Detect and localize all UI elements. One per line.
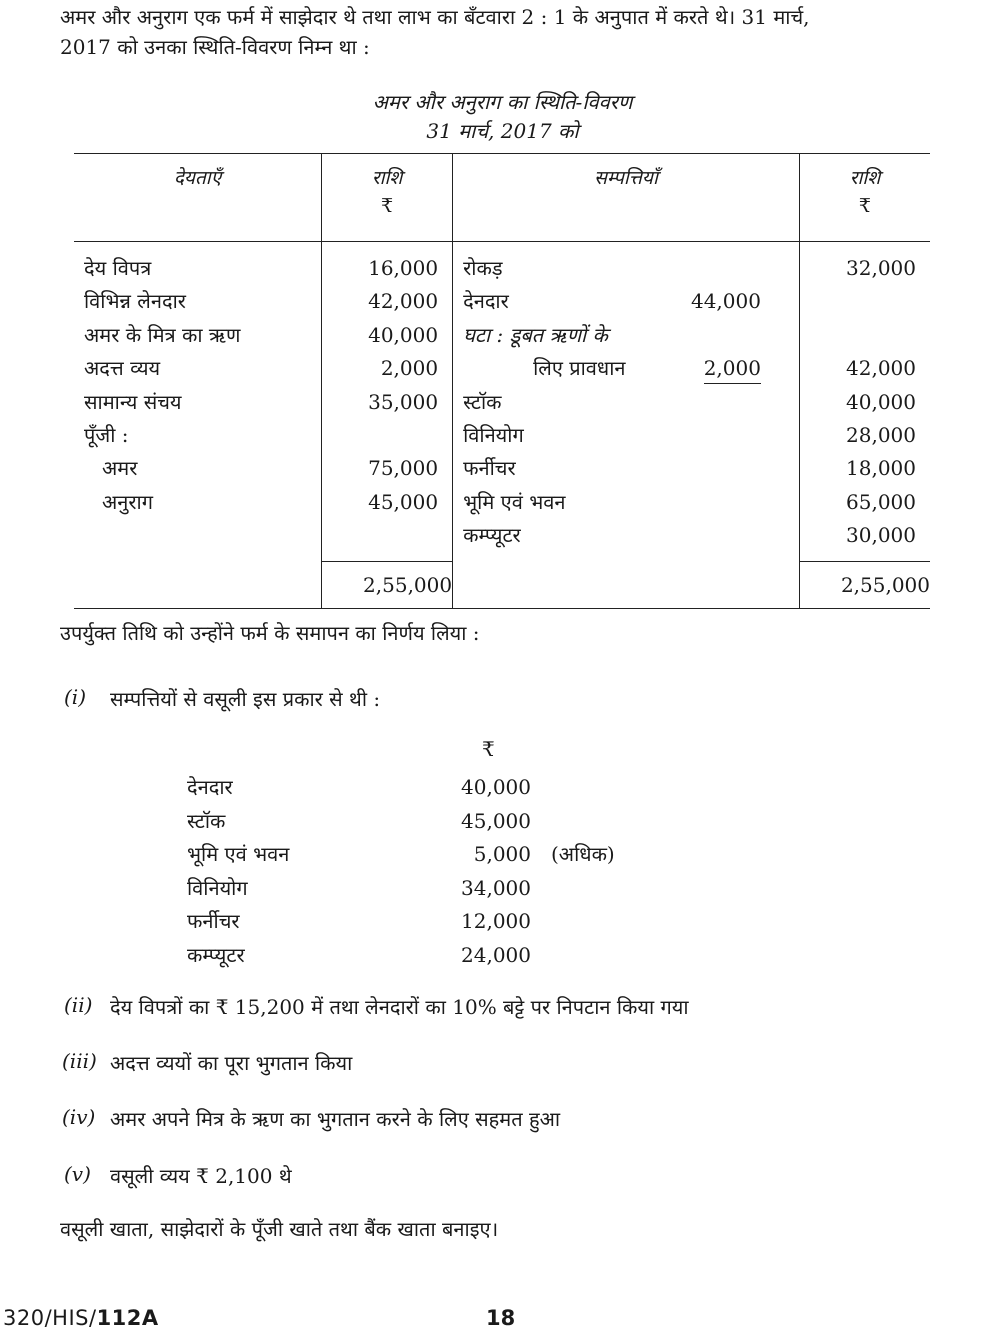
intro-paragraph (60, 2, 950, 62)
liability-amount: 42,000 (368, 289, 439, 314)
liabilities-amount-column (322, 242, 453, 562)
paper-code: 320/HIS/112A (3, 1306, 159, 1330)
balance-sheet-body-row (74, 242, 930, 562)
intro-line-1: अमर और अनुराग एक फर्म में साझेदार थे तथा लाभ का बँटवारा 2 : 1 के अनुपात में करते थे। 31 मार्च, (60, 5, 810, 29)
liability-amount (322, 419, 452, 452)
liability-label: अदत्त व्यय (84, 356, 161, 381)
assets-header: सम्पत्तियाँ (453, 154, 800, 242)
asset-label: विनियोग (463, 422, 524, 447)
asset-label: स्टॉक (463, 389, 502, 414)
liability-amount: 75,000 (368, 456, 439, 481)
item-text: देय विपत्रों का ₹ 15,200 में तथा लेनदारों का 10% बट्टे पर निपटान किया गया (110, 995, 689, 1019)
liability-amount: 16,000 (368, 256, 439, 280)
assets-amount-column (799, 242, 930, 562)
asset-amount: 42,000 (846, 356, 916, 381)
assets-amount-header: राशि ₹ (799, 154, 930, 242)
list-item: कम्प्यूटर 24,000 (187, 942, 531, 967)
liability-amount: 35,000 (368, 389, 439, 414)
page-number: 18 (486, 1306, 516, 1330)
liability-label: अनुराग (102, 489, 153, 514)
liability-amount: 40,000 (368, 322, 439, 347)
balance-sheet-total-row (74, 561, 930, 608)
balance-sheet-title: अमर और अनुराग का स्थिति-विवरण (372, 90, 633, 114)
liability-amount: 2,000 (380, 356, 439, 381)
liability-label: पूँजी : (84, 422, 129, 447)
liabilities-column (74, 242, 322, 562)
item-number: (iv) (62, 1105, 96, 1129)
intro-line-2: 2017 को उनका स्थिति-विवरण निम्न था : (60, 35, 370, 59)
rupee-symbol: ₹ (482, 737, 495, 761)
item-number: (ii) (64, 993, 93, 1017)
asset-label: घटा : डूबत ऋणों के (463, 322, 608, 347)
asset-amount: 18,000 (846, 456, 916, 481)
liability-label: सामान्य संचय (84, 389, 182, 414)
debtors-sub-amount: 44,000 (690, 289, 761, 314)
asset-label: रोकड़ (463, 256, 503, 280)
asset-label: फर्नीचर (463, 456, 516, 481)
balance-sheet-header-row (74, 154, 930, 242)
asset-amount: 32,000 (846, 256, 916, 280)
item-number: (i) (64, 685, 87, 709)
liability-amount: 45,000 (368, 489, 439, 514)
realisation-list (187, 771, 615, 972)
list-item: भूमि एवं भवन 5,000 (अधिक) (187, 842, 615, 866)
asset-label: लिए प्रावधान 2,000 (453, 352, 799, 385)
balance-sheet-table (74, 153, 930, 609)
item-text: अदत्त व्ययों का पूरा भुगतान किया (110, 1051, 353, 1075)
liability-label: अमर के मित्र का ऋण (84, 322, 241, 347)
assets-column (453, 242, 800, 562)
total-liabilities: 2,55,000 (322, 561, 453, 608)
liability-label: देय विपत्र (84, 256, 152, 280)
asset-label: देनदार 44,000 (453, 285, 799, 318)
item-number: (v) (64, 1162, 91, 1186)
item-text: अमर अपने मित्र के ऋण का भुगतान करने के लिए सहमत हुआ (110, 1107, 561, 1131)
asset-amount: 65,000 (846, 489, 916, 514)
item-text: सम्पत्तियों से वसूली इस प्रकार से थी : (110, 687, 381, 711)
asset-amount: 30,000 (846, 523, 916, 548)
asset-amount: 40,000 (846, 389, 916, 414)
list-item: देनदार 40,000 (187, 775, 531, 799)
list-item: स्टॉक 45,000 (187, 808, 531, 833)
balance-sheet-date: 31 मार्च, 2017 को (426, 119, 579, 143)
liability-label: विभिन्न लेनदार (84, 289, 186, 314)
item-number: (iii) (62, 1049, 97, 1073)
rupee-symbol: ₹ (858, 195, 872, 217)
item-text: वसूली व्यय ₹ 2,100 थे (110, 1164, 292, 1188)
liabilities-amount-header: राशि ₹ (322, 154, 453, 242)
provision-sub-amount: 2,000 (704, 353, 761, 384)
list-item: विनियोग 34,000 (187, 875, 531, 900)
asset-amount: 28,000 (846, 422, 916, 447)
liabilities-header: देयताएँ (74, 154, 322, 242)
decision-text: उपर्युक्त तिथि को उन्होंने फर्म के समापन का निर्णय लिया : (60, 621, 480, 645)
instruction-text: वसूली खाता, साझेदारों के पूँजी खाते तथा बैंक खाता बनाइए। (60, 1217, 499, 1241)
list-item: फर्नीचर 12,000 (187, 909, 531, 933)
asset-label: भूमि एवं भवन (463, 489, 566, 514)
liability-label: अमर (102, 456, 138, 481)
asset-label: कम्प्यूटर (463, 523, 521, 548)
rupee-symbol: ₹ (381, 195, 394, 217)
total-assets: 2,55,000 (799, 561, 930, 608)
